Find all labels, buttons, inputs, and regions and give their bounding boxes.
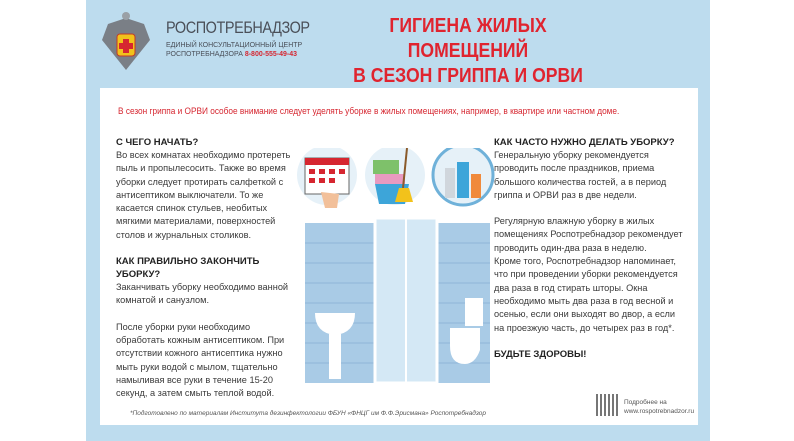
title-line-2: В СЕЗОН ГРИППА И ОРВИ [353,65,583,87]
paragraph: Во всех комнатах необходимо протереть пыль и пропылесосить. Также во время уборки следует протирать салфеткой с антисептиком выключатели. То же касается спинок стульев, необитых мягкими материалами, поверхностей столов и журнальных столиков. [116,150,291,240]
paragraph: Генеральную уборку рекомендуется проводить после праздников, приема большого количества гостей, а в период гриппа и ОРВИ раз в две недели. [494,150,667,200]
website-link[interactable]: www.rospotrebnadzor.ru [624,408,695,415]
more-label: Подробнее на [624,399,667,406]
org-sub1: ЕДИНЫЙ КОНСУЛЬТАЦИОННЫЙ ЦЕНТР [166,42,303,49]
heading-finish: КАК ПРАВИЛЬНО ЗАКОНЧИТЬ УБОРКУ? [116,256,260,281]
title-line-1: ГИГИЕНА ЖИЛЫХ ПОМЕЩЕНИЙ [389,15,547,62]
hotline-phone: 8-800-555-49-43 [244,51,297,58]
paragraph: Кроме того, Роспотребнадзор напоминает, что при проведении уборки рекомендуется два раза в год стирать шторы. Окна необходимо мыть два раза в год весной и осенью, если они выходят во двор, а если на проезжую часть, до четырех раз в год*. [494,256,678,333]
org-block [166,18,335,59]
org-sub2: РОСПОТРЕБНАДЗОРА [166,51,243,58]
page-title [336,14,600,89]
content-panel [100,88,698,425]
footnote: *Подготовлено по материалам Института дезинфектологии ФБУН «ФНЦГ им Ф.Ф.Эрисмана» Роспотребнадзор [130,410,486,417]
paragraph: Заканчивать уборку необходимо ванной комнатой и санузлом. [116,282,289,306]
bathroom-illustration [305,218,490,383]
calendar-icon [297,148,357,208]
heading-be-healthy: БУДЬТЕ ЗДОРОВЫ! [494,348,587,360]
spray-bottles-icon [433,148,493,205]
bucket-icon [365,148,425,205]
left-column [116,136,296,413]
heading-frequency: КАК ЧАСТО НУЖНО ДЕЛАТЬ УБОРКУ? [494,137,675,148]
cleaning-illustration [295,148,495,393]
org-name: РОСПОТРЕБНАДЗОР [166,18,310,37]
poster [86,0,710,441]
paragraph: Регулярную влажную уборку в жилых помещениях Роспотребнадзор рекомендует проводить один-два раза в неделю. [494,216,683,253]
more-info [624,398,694,416]
paragraph: После уборки руки необходимо обработать кожным антисептиком. При отсутствии кожного антисептика нужно мыть руки водой с мылом, тщательно намыливая все руки в течение 15-20 секунд, а затем смыть теплой водой. [116,321,285,399]
intro-text: В сезон гриппа и ОРВИ особое внимание следует уделять уборке в жилых помещениях, например, в квартире или частном доме. [118,106,620,116]
right-column [494,136,684,361]
qr-code[interactable] [596,394,618,416]
heading-start: С ЧЕГО НАЧАТЬ? [116,137,199,148]
emblem-logo [100,10,152,74]
